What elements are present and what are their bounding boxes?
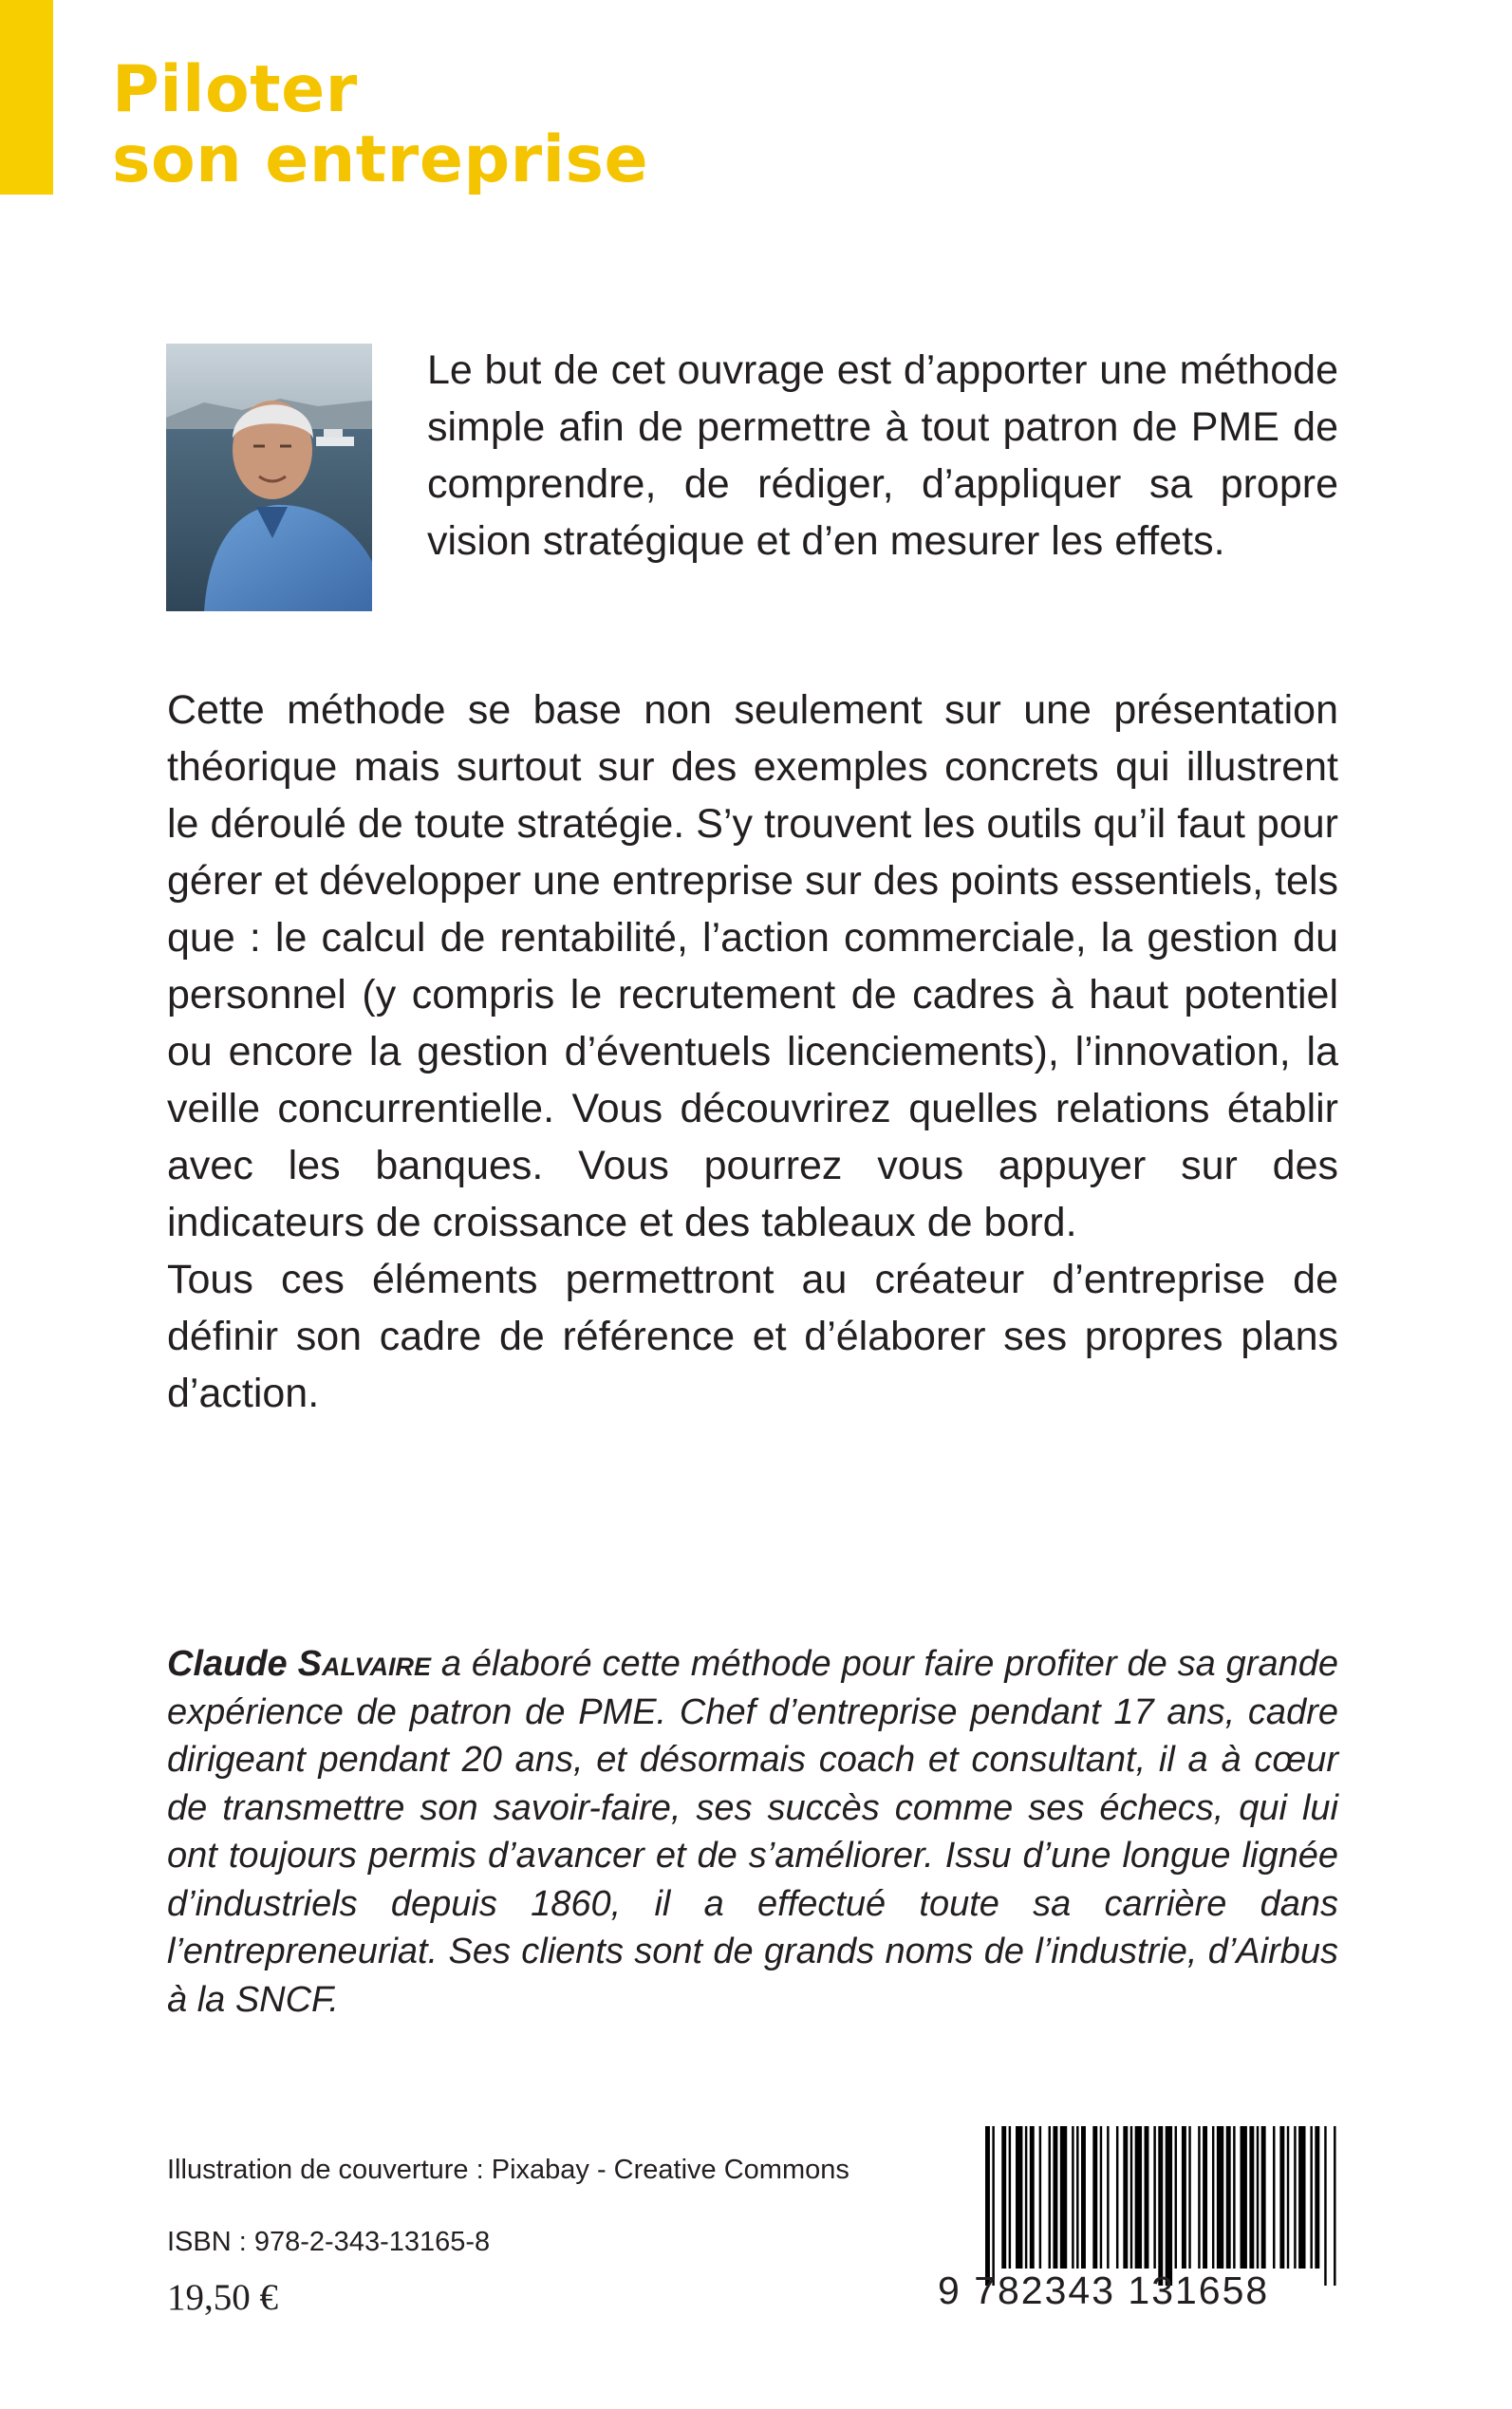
barcode-bar [1198,2126,1200,2269]
description [167,682,1338,1422]
barcode-bar [1294,2126,1296,2269]
barcode-bar [1072,2126,1073,2269]
author-last-name: Salvaire [297,1644,431,1684]
author-bio-text: a élaboré cette méthode pour faire profiter de sa grande expérience de patron de PME. Chef d’entreprise pendant 17 ans, cadre dirigeant pendant 20 ans, et désormais coach et consultant, il a à cœur de transmettre son savoir-faire, ses succès comme ses échecs, qui lui ont toujours permis d’avancer et de s’améliorer. Issu d’une longue lignée d’industriels depuis 1860, il a effectué toute sa carrière dans l’entrepreneuriat. Ses clients sont de grands noms de l’industrie, d’Airbus à la SNCF. [167,1644,1338,2020]
barcode-bar [985,2126,990,2286]
accent-bar [0,0,53,195]
barcode-bar [1217,2126,1223,2269]
author-name [167,1644,431,1684]
barcode-bar [1123,2126,1128,2269]
barcode-bar [1298,2126,1305,2269]
barcode-bar [1324,2126,1326,2286]
barcode-bar [1092,2126,1097,2269]
barcode-bar [1153,2126,1155,2269]
barcode-bar [1212,2126,1214,2269]
barcode-bar [992,2126,994,2286]
barcode-bar [1188,2126,1190,2269]
barcode-bar [1135,2126,1142,2269]
barcode-bar [1049,2126,1051,2269]
description-paragraph-2: Tous ces éléments permettront au créateur d’entreprise de définir son cadre de référence et d’élaborer ses propres plans d’action. [167,1257,1338,1416]
barcode-bar [1182,2126,1186,2269]
barcode-bar [1158,2126,1163,2286]
barcode-bar [1016,2126,1022,2269]
barcode-bar [1315,2126,1319,2269]
price: 19,50 € [167,2277,278,2318]
barcode-bar [1257,2126,1259,2269]
description-paragraph-1: Cette méthode se base non seulement sur une présentation théorique mais surtout sur des exemples concrets qui illustrent le déroulé de toute stratégie. S’y trouvent les outils qu’il faut pour gérer et développer une entreprise sur des points essentiels, tels que : le calcul de rentabilité, l’action commerciale, la gestion du personnel (y compris le recrutement de cadres à haut potentiel ou encore la gestion d’éventuels licenciements), l’innovation, la veille concurrentielle. Vous découvrirez quelles relations établir avec les banques. Vous pourrez vous appuyer sur des indicateurs de croissance et des tableaux de bord. [167,687,1338,1245]
barcode-bar [1100,2126,1102,2269]
book-title [112,52,649,197]
barcode-bar [1241,2126,1247,2269]
barcode-bar [1025,2126,1027,2269]
barcode-bar [1030,2126,1035,2269]
intro-paragraph: Le but de cet ouvrage est d’apporter une méthode simple afin de permettre à tout patron de PME de comprendre, de rédiger, d’appliquer sa propre vision stratégique et d’en mesurer les effets. [427,347,1338,564]
author-bio [167,1640,1338,2024]
barcode-bar [1039,2126,1041,2269]
barcode-bar [1001,2126,1006,2269]
barcode-bar [1076,2126,1078,2269]
barcode-bar [1203,2126,1207,2269]
barcode-bar [1261,2126,1266,2269]
barcode-bar [1060,2126,1067,2269]
barcode-bar [1310,2126,1312,2269]
author-first-name: Claude [167,1644,288,1684]
barcode-bar [1166,2126,1172,2286]
barcode-bar [1116,2126,1118,2269]
barcode-bar [1279,2126,1284,2269]
title-line-1: Piloter [112,52,358,127]
author-photo [166,344,372,611]
barcode-bar [1334,2126,1335,2286]
barcode-bar [1145,2126,1149,2269]
barcode-bar [1107,2126,1109,2269]
barcode-bar [1273,2126,1275,2269]
barcode-bar [1009,2126,1011,2269]
barcode-bar [1081,2126,1086,2269]
barcode-bar [1175,2126,1177,2269]
barcode-bars [985,2126,1338,2286]
barcode-bar [1053,2126,1057,2269]
barcode-bar [1226,2126,1231,2269]
barcode-digits: 9 782343 131658 [938,2269,1270,2312]
barcode-bar [1287,2126,1289,2269]
barcode-bar [1249,2126,1254,2269]
isbn: ISBN : 978-2-343-13165-8 [167,2227,491,2257]
barcode-bar [1233,2126,1235,2269]
title-line-2: son entreprise [112,122,649,197]
cover-credit: Illustration de couverture : Pixabay - Creative Commons [167,2155,849,2185]
barcode-bar [1130,2126,1132,2269]
barcode [938,2126,1338,2316]
